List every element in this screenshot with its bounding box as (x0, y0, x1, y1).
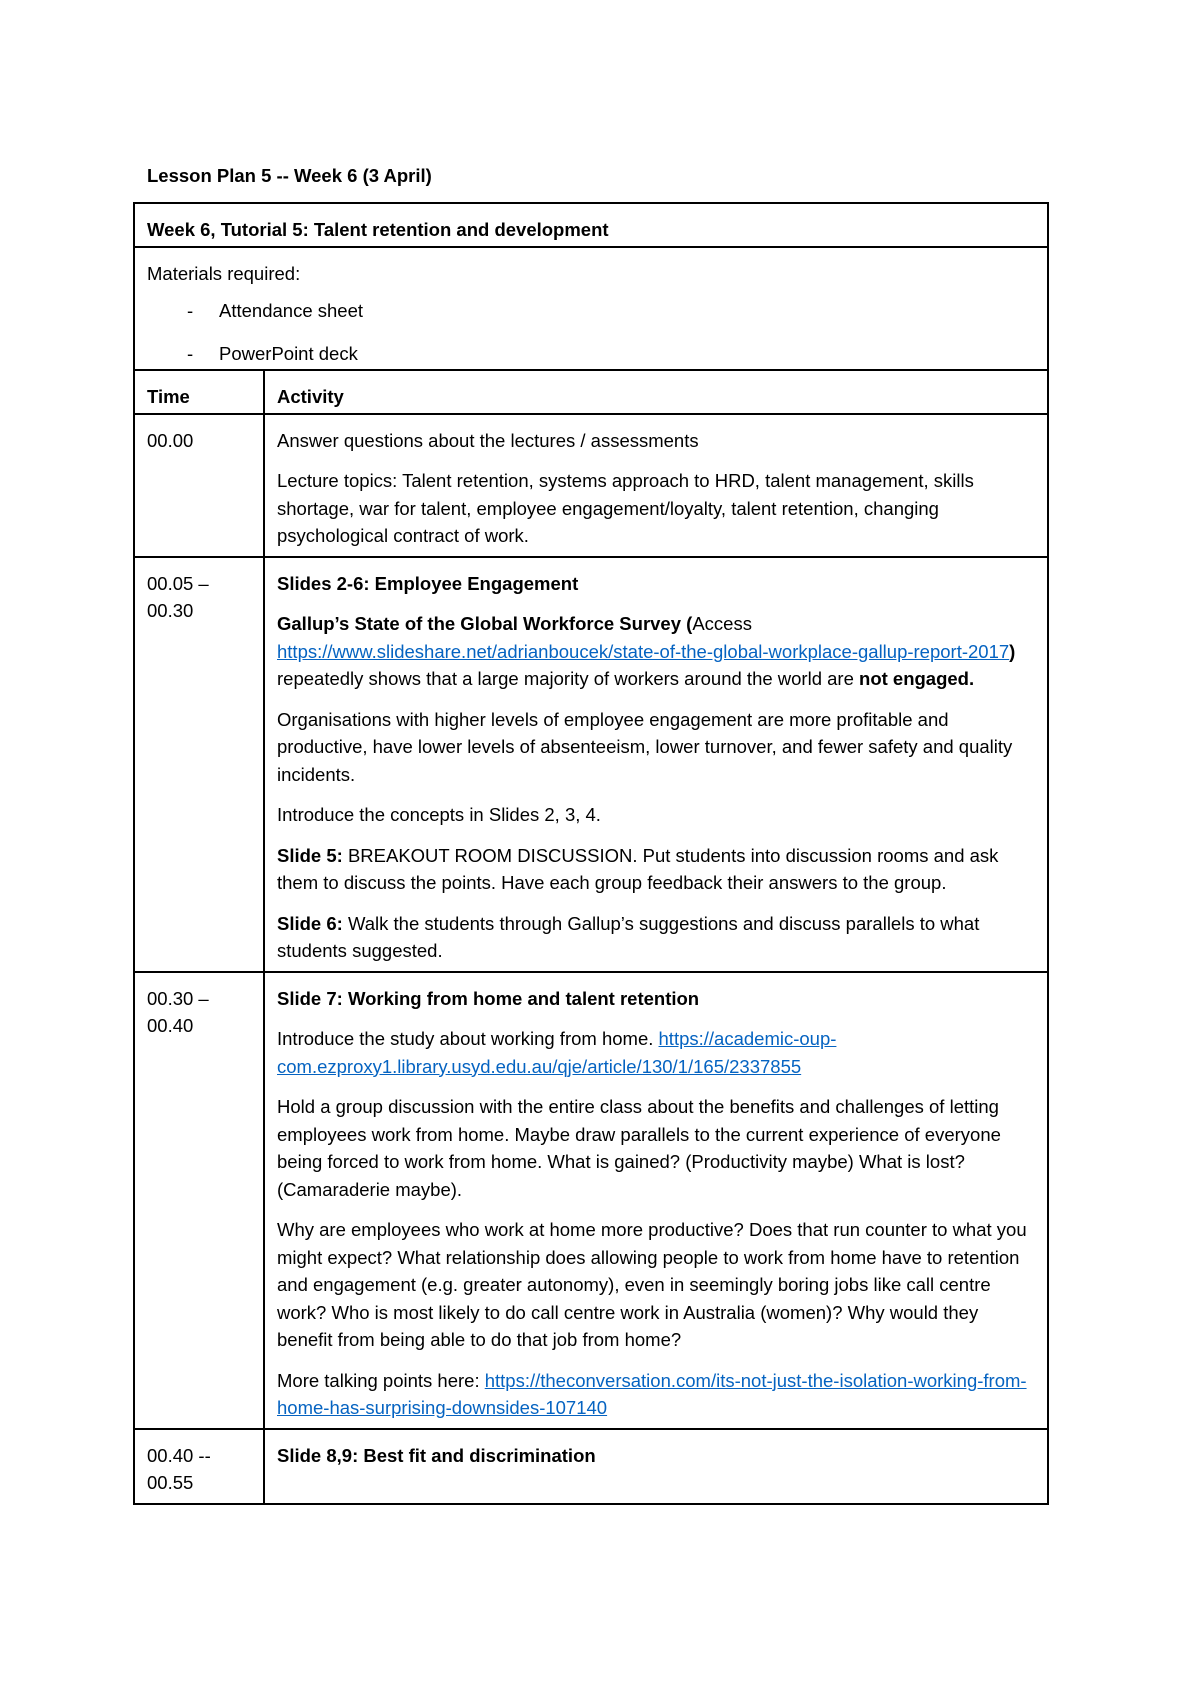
activity-paragraph (277, 1025, 1035, 1080)
activity-heading: Slide 8,9: Best fit and discrimination (277, 1444, 596, 1466)
bold-text: Gallup’s State of the Global Workforce Survey ( (277, 613, 693, 634)
activity-paragraph (277, 910, 1035, 965)
time-end: 00.55 (147, 1472, 194, 1493)
slide-label: Slide 6: (277, 912, 343, 934)
paragraph-text: More talking points here: (277, 1369, 485, 1391)
activity-paragraph (277, 842, 1035, 897)
activity-cell (264, 414, 1048, 557)
time-start: 00.00 (147, 429, 194, 451)
tutorial-heading-row (134, 203, 1048, 247)
time-start: 00.40 -- (147, 1444, 211, 1466)
materials-item-text: PowerPoint deck (219, 342, 358, 364)
paragraph-text: Introduce the study about working from home. (277, 1028, 659, 1049)
table-row (134, 972, 1048, 1429)
time-cell (134, 414, 264, 557)
slide-label: Slide 5: (277, 844, 343, 866)
activity-heading: Slides 2-6: Employee Engagement (277, 572, 579, 594)
list-dash: - (187, 300, 194, 321)
materials-item-text: Attendance sheet (219, 300, 363, 321)
activity-cell (264, 1429, 1048, 1504)
activity-heading: Slide 7: Working from home and talent retention (277, 987, 700, 1009)
lesson-plan-table (133, 202, 1049, 1505)
activity-paragraph: Introduce the concepts in Slides 2, 3, 4. (277, 804, 601, 825)
activity-paragraph: Organisations with higher levels of employee engagement are more profitable and productive, have lower levels of absenteeism, lower turnover, and fewer safety and quality incidents. (277, 708, 1013, 785)
materials-label: Materials required: (147, 262, 301, 284)
column-header-row (134, 370, 1048, 414)
materials-item (147, 340, 1035, 368)
paragraph-text: Walk the students through Gallup’s suggestions and discuss parallels to what students suggested. (277, 912, 980, 961)
paragraph-text: repeatedly shows that a large majority of workers around the world are (277, 668, 860, 689)
access-text: Access (692, 613, 752, 634)
activity-paragraph: Answer questions about the lectures / assessments (277, 429, 699, 451)
table-row (134, 414, 1048, 557)
activity-paragraph (277, 610, 1035, 693)
time-end: 00.40 (147, 1015, 194, 1036)
activity-paragraph (277, 1367, 1035, 1422)
bold-text: ) (1009, 640, 1016, 662)
time-cell (134, 1429, 264, 1504)
column-header-time: Time (134, 370, 264, 414)
study-link[interactable]: https://academic-oup-com.ezproxy1.library.usyd.edu.au/qje/article/130/1/165/2337855 (277, 1028, 837, 1077)
materials-cell (134, 247, 1048, 371)
page-title: Lesson Plan 5 -- Week 6 (3 April) (147, 165, 432, 186)
materials-row (134, 247, 1048, 371)
activity-cell (264, 557, 1048, 972)
time-start: 00.30 – (147, 987, 209, 1009)
gallup-report-link[interactable]: https://www.slideshare.net/adrianboucek/state-of-the-global-workplace-gallup-report-2017 (277, 640, 1010, 662)
materials-list (147, 297, 1035, 367)
list-dash: - (187, 342, 194, 364)
time-cell (134, 972, 264, 1429)
time-start: 00.05 – (147, 572, 209, 594)
activity-paragraph: Hold a group discussion with the entire class about the benefits and challenges of letting employees work from home. Maybe draw parallels to the current experience of everyone being forced to work from home. What is gained? (Productivity maybe) What is lost? (Camaraderie maybe). (277, 1096, 1001, 1200)
time-cell (134, 557, 264, 972)
time-end: 00.30 (147, 600, 194, 621)
activity-cell (264, 972, 1048, 1429)
column-header-activity: Activity (264, 370, 1048, 414)
activity-paragraph: Why are employees who work at home more productive? Does that run counter to what you might expect? What relationship does allowing people to work from home have to retention and engagement (e.g. greater autonomy), even in seemingly boring jobs like call centre work? Who is most likely to do call centre work in Australia (women)? Why would they benefit from being able to do that job from home? (277, 1219, 1027, 1350)
activity-paragraph: Lecture topics: Talent retention, systems approach to HRD, talent management, skills shortage, war for talent, employee engagement/loyalty, talent retention, changing psychological contract of work. (277, 470, 974, 546)
tutorial-heading: Week 6, Tutorial 5: Talent retention and development (134, 203, 1048, 247)
bold-text: not engaged. (859, 668, 975, 689)
table-row (134, 557, 1048, 972)
conversation-link[interactable]: https://theconversation.com/its-not-just-the-isolation-working-from-home-has-surprising-downsides-107140 (277, 1369, 1027, 1418)
paragraph-text: BREAKOUT ROOM DISCUSSION. Put students into discussion rooms and ask them to discuss the points. Have each group feedback their answers to the group. (277, 844, 999, 893)
materials-item (147, 297, 1035, 325)
table-row (134, 1429, 1048, 1504)
